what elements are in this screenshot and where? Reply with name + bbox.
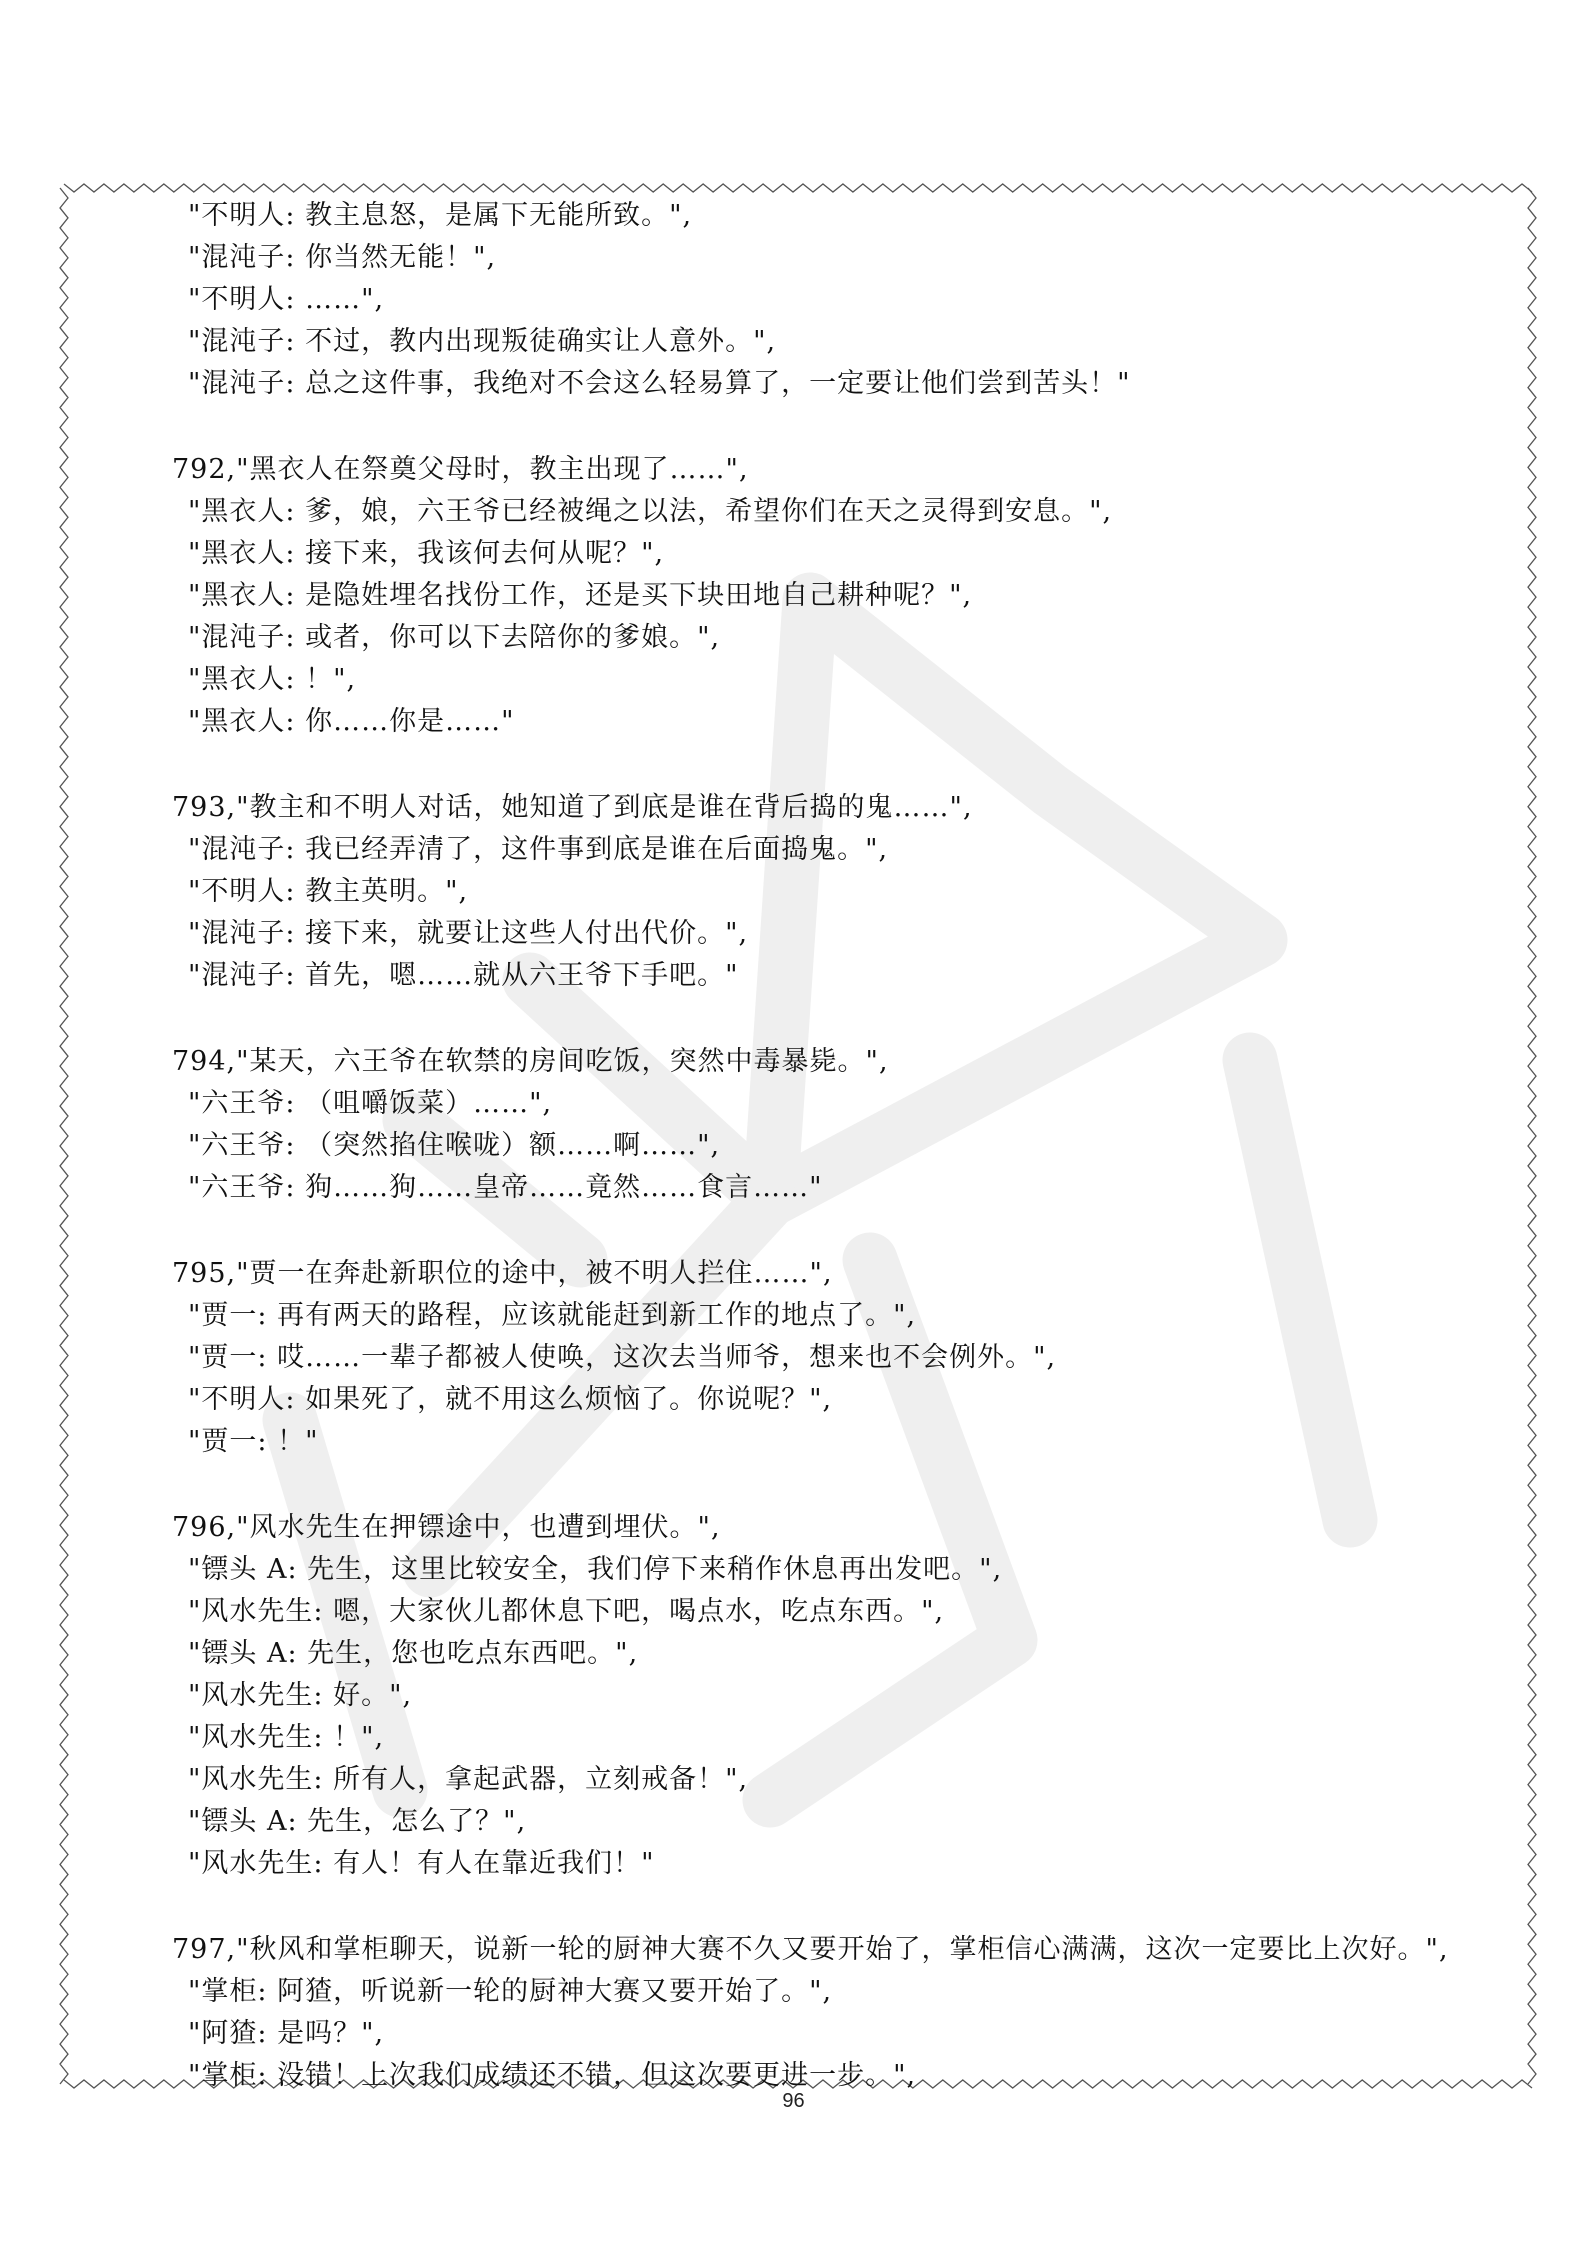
dialogue-line: "风水先生: 好。", bbox=[188, 1680, 413, 1711]
dialogue-line: "镖头 A: 先生，怎么了？", bbox=[188, 1806, 527, 1837]
dialogue-line: "黑衣人: 爹，娘，六王爷已经被绳之以法，希望你们在天之灵得到安息。", bbox=[188, 496, 1113, 527]
dialogue-block bbox=[172, 195, 1502, 405]
dialogue-line: "六王爷: （咀嚼饭菜）……", bbox=[188, 1088, 553, 1119]
dialogue-block bbox=[172, 1253, 1502, 1463]
scene-heading: 792,"黑衣人在祭奠父母时，教主出现了……", bbox=[172, 454, 749, 485]
dialogue-line: "掌柜: 阿猹，听说新一轮的厨神大赛又要开始了。", bbox=[188, 1976, 833, 2007]
dialogue-line: "镖头 A: 先生，这里比较安全，我们停下来稍作休息再出发吧。", bbox=[188, 1554, 1003, 1585]
scene-heading: 793,"教主和不明人对话，她知道了到底是谁在背后捣的鬼……", bbox=[172, 792, 973, 823]
dialogue-line: "不明人: ……", bbox=[188, 284, 385, 315]
dialogue-line: "镖头 A: 先生，您也吃点东西吧。", bbox=[188, 1638, 639, 1669]
dialogue-line: "混沌子: 首先，嗯……就从六王爷下手吧。" bbox=[188, 960, 739, 991]
scene-heading: 797,"秋风和掌柜聊天，说新一轮的厨神大赛不久又要开始了，掌柜信心满满，这次一定要比上次好。", bbox=[172, 1934, 1449, 1965]
dialogue-line: "混沌子: 你当然无能！", bbox=[188, 242, 497, 273]
dialogue-line: "六王爷: （突然掐住喉咙）额……啊……", bbox=[188, 1130, 721, 1161]
dialogue-line: "掌柜: 没错！上次我们成绩还不错，但这次要更进一步。", bbox=[188, 2060, 917, 2091]
dialogue-block bbox=[172, 1507, 1502, 1885]
scene-heading: 794,"某天，六王爷在软禁的房间吃饭，突然中毒暴毙。", bbox=[172, 1046, 889, 1077]
dialogue-line: "混沌子: 不过，教内出现叛徒确实让人意外。", bbox=[188, 326, 777, 357]
border-line bbox=[60, 188, 68, 2084]
document-body bbox=[172, 195, 1502, 2141]
dialogue-line: "不明人: 如果死了，就不用这么烦恼了。你说呢？", bbox=[188, 1384, 833, 1415]
dialogue-line: "贾一: 再有两天的路程，应该就能赶到新工作的地点了。", bbox=[188, 1300, 917, 1331]
dialogue-line: "贾一: ！" bbox=[188, 1426, 319, 1457]
dialogue-line: "风水先生: 有人！有人在靠近我们！" bbox=[188, 1848, 655, 1879]
dialogue-line: "黑衣人: 是隐姓埋名找份工作，还是买下块田地自己耕种呢？", bbox=[188, 580, 973, 611]
dialogue-line: "风水先生: 所有人，拿起武器，立刻戒备！", bbox=[188, 1764, 749, 1795]
page-number: 96 bbox=[782, 2090, 805, 2112]
dialogue-line: "不明人: 教主息怒，是属下无能所致。", bbox=[188, 200, 693, 231]
dialogue-block bbox=[172, 1929, 1502, 2097]
border-line bbox=[64, 184, 1532, 192]
dialogue-line: "不明人: 教主英明。", bbox=[188, 876, 469, 907]
dialogue-line: "混沌子: 接下来，就要让这些人付出代价。", bbox=[188, 918, 749, 949]
dialogue-line: "风水先生: 嗯，大家伙儿都休息下吧，喝点水，吃点东西。", bbox=[188, 1596, 945, 1627]
dialogue-line: "混沌子: 或者，你可以下去陪你的爹娘。", bbox=[188, 622, 721, 653]
scene-heading: 795,"贾一在奔赴新职位的途中，被不明人拦住……", bbox=[172, 1258, 833, 1289]
dialogue-line: "混沌子: 总之这件事，我绝对不会这么轻易算了，一定要让他们尝到苦头！" bbox=[188, 368, 1131, 399]
dialogue-block bbox=[172, 787, 1502, 997]
dialogue-line: "黑衣人: ！", bbox=[188, 664, 357, 695]
dialogue-line: "黑衣人: 接下来，我该何去何从呢？", bbox=[188, 538, 665, 569]
scene-heading: 796,"风水先生在押镖途中，也遭到埋伏。", bbox=[172, 1512, 721, 1543]
border-line bbox=[1528, 188, 1536, 2084]
dialogue-line: "黑衣人: 你……你是……" bbox=[188, 706, 515, 737]
dialogue-line: "风水先生: ！", bbox=[188, 1722, 385, 1753]
dialogue-line: "六王爷: 狗……狗……皇帝……竟然……食言……" bbox=[188, 1172, 823, 1203]
dialogue-line: "阿猹: 是吗？", bbox=[188, 2018, 385, 2049]
dialogue-block bbox=[172, 1041, 1502, 1209]
dialogue-line: "混沌子: 我已经弄清了，这件事到底是谁在后面捣鬼。", bbox=[188, 834, 889, 865]
dialogue-line: "贾一: 哎……一辈子都被人使唤，这次去当师爷，想来也不会例外。", bbox=[188, 1342, 1057, 1373]
dialogue-block bbox=[172, 449, 1502, 743]
